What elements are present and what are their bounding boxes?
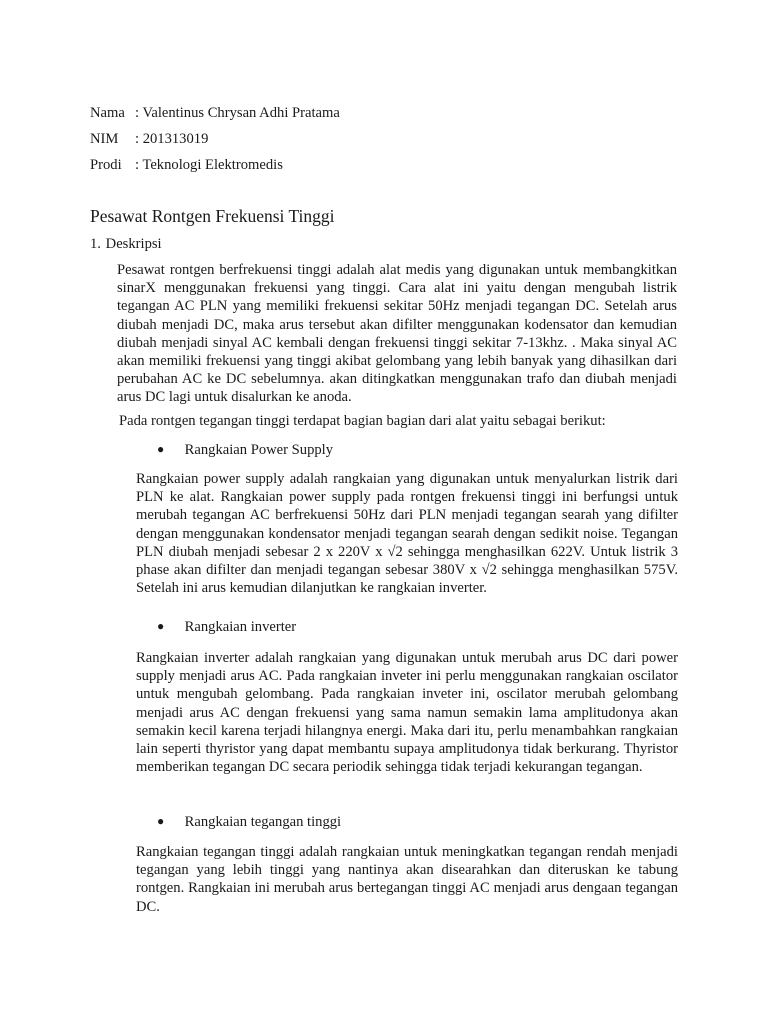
power-supply-paragraph: Rangkaian power supply adalah rangkaian yang digunakan untuk menyalurkan listrik dari PLN ke alat. Rangkaian power supply pada rontgen frekuensi tinggi ini berfungsi untuk merubah tegangan AC berfrekuensi 50Hz dari PLN menjadi tegangan searah yang difilter dengan menggunakan kondensator menjadi tegangan searah dengan sedikit noise. Tegangan PLN diubah menjadi sebesar 2 x 220V x √2 sehingga menghasilkan 622V. Untuk listrik 3 phase akan difilter dan menjadi tegangan sebesar 380V x √2 sehingga menghasilkan 575V. Setelah ini arus kemudian dilanjutkan ke rangkaian inverter. [136, 471, 678, 597]
student-info [90, 100, 340, 178]
section-number: 1. [90, 236, 101, 252]
prodi-label: Prodi [90, 157, 122, 173]
name-row [90, 100, 340, 126]
bullet-inverter [157, 619, 296, 636]
prodi-row [90, 152, 340, 178]
high-voltage-paragraph: Rangkaian tegangan tinggi adalah rangkaian untuk meningkatkan tegangan rendah menjadi tegangan yang lebih tinggi yang nantinya akan disearahkan dan diteruskan ke tabung rontgen. Rangkaian ini merubah arus bertegangan tinggi AC menjadi arus dengaan tegangan DC. [136, 844, 678, 915]
bullet-heading: Rangkaian Power Supply [184, 442, 334, 458]
bullet-icon: ● [157, 814, 165, 828]
nim-row [90, 126, 340, 152]
nim-label: NIM [90, 131, 119, 147]
bullet-heading: Rangkaian inverter [184, 619, 297, 635]
section-title: Deskripsi [105, 236, 162, 252]
prodi-value: : Teknologi Elektromedis [135, 157, 283, 173]
bullet-high-voltage [157, 814, 341, 831]
bullet-icon: ● [157, 442, 165, 456]
name-label: Nama [90, 105, 125, 121]
document-title: Pesawat Rontgen Frekuensi Tinggi [90, 206, 335, 226]
bullet-heading: Rangkaian tegangan tinggi [184, 814, 342, 830]
bullet-power-supply [157, 442, 333, 459]
name-value: : Valentinus Chrysan Adhi Pratama [135, 105, 340, 121]
nim-value: : 201313019 [135, 131, 209, 147]
inverter-paragraph: Rangkaian inverter adalah rangkaian yang digunakan untuk merubah arus DC dari power supply menjadi arus AC. Pada rangkaian inveter ini perlu menggunakan rangkaian oscilator untuk mengubah gelombang. Pada rangkaian inveter ini, oscilator merubah gelombang menjadi arus AC dengan frekuensi yang sama namun semakin lama amplitudonya akan semakin kecil karena terjadi hilangnya energi. Maka dari itu, perlu menambahkan rangkaian lain seperti thyristor yang dapat membantu supaya amplitudonya tidak berkurang. Thyristor memberikan tegangan DC secara periodik sehingga tidak terjadi kekurangan tegangan. [136, 650, 678, 776]
section-heading [90, 236, 162, 253]
intro-paragraph: Pada rontgen tegangan tinggi terdapat bagian bagian dari alat yaitu sebagai berikut: [119, 413, 606, 429]
bullet-icon: ● [157, 619, 165, 633]
description-paragraph: Pesawat rontgen berfrekuensi tinggi adalah alat medis yang digunakan untuk membangkitkan sinarX menggunakan frekuensi yang tinggi. Cara alat ini yaitu dengan mengubah listrik tegangan AC PLN yang memiliki frekuensi sekitar 50Hz menjadi tegangan DC. Setelah arus diubah menjadi DC, maka arus tersebut akan difilter menggunakan kodensator dan kemudian diubah menjadi sinyal AC kembali dengan frekuensi tinggi sekitar 7-13khz. . Maka sinyal AC akan memiliki frekuensi yang tinggi akibat gelombang yang lebih banyak yang dihasilkan dari perubahan AC ke DC sebelumnya. akan ditingkatkan menggunakan trafo dan diubah menjadi arus DC lagi untuk disalurkan ke anoda. [117, 262, 677, 406]
